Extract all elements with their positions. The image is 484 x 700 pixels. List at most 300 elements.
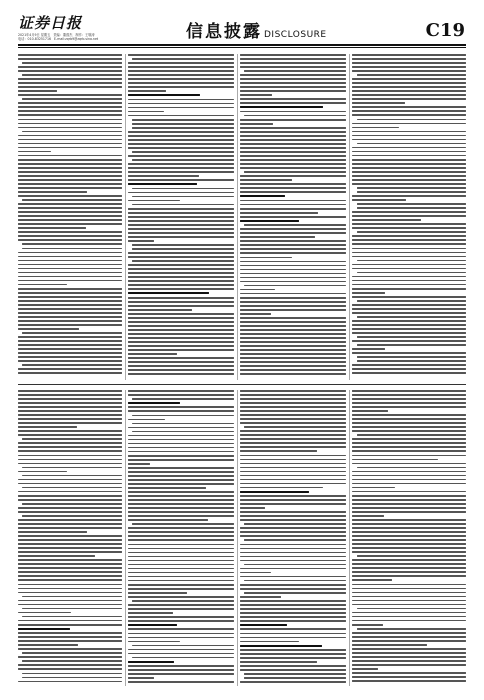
text-line — [128, 560, 234, 562]
page-number: C19 — [425, 20, 465, 41]
text-line — [240, 519, 346, 521]
column-divider — [349, 54, 350, 380]
text-line — [352, 519, 466, 521]
section-title-en: DISCLOSURE — [264, 30, 327, 40]
text-line — [240, 531, 346, 533]
text-line — [240, 337, 346, 339]
text-line — [18, 171, 122, 173]
text-line — [128, 216, 234, 218]
text-line — [352, 98, 466, 100]
text-line — [18, 527, 122, 529]
text-line — [240, 544, 346, 546]
text-line — [357, 191, 466, 193]
text-line — [352, 328, 466, 330]
text-line — [352, 588, 466, 590]
text-line — [22, 652, 122, 654]
text-line — [352, 394, 466, 396]
text-line — [132, 248, 234, 250]
text-line — [240, 94, 272, 96]
text-line — [18, 340, 122, 342]
text-line — [18, 426, 77, 428]
text-line — [128, 669, 234, 671]
text-line — [352, 475, 466, 477]
text-line — [352, 304, 466, 306]
text-line — [240, 119, 346, 121]
text-line — [244, 592, 346, 594]
text-line — [128, 107, 234, 109]
text-line — [128, 224, 234, 226]
text-line — [240, 244, 346, 246]
text-line — [128, 495, 234, 497]
text-line — [352, 579, 392, 581]
text-line — [352, 264, 466, 266]
text-line — [18, 499, 122, 501]
text-line — [18, 656, 122, 658]
text-line — [18, 531, 87, 533]
text-line — [240, 289, 275, 291]
text-line — [22, 62, 122, 64]
text-line — [352, 175, 466, 177]
text-column-8 — [352, 390, 466, 686]
text-line — [240, 329, 346, 331]
text-line — [352, 487, 395, 489]
text-line — [240, 390, 346, 392]
text-line — [240, 341, 346, 343]
text-line — [240, 365, 346, 367]
text-line — [352, 90, 466, 92]
text-line — [240, 507, 265, 509]
text-line — [240, 151, 346, 153]
text-line — [18, 58, 122, 60]
text-line — [240, 600, 346, 602]
text-line — [352, 151, 466, 153]
text-line — [128, 568, 234, 570]
text-line — [18, 434, 122, 436]
text-line — [132, 159, 234, 161]
text-line — [352, 592, 466, 594]
text-line — [352, 131, 466, 133]
text-line — [18, 82, 122, 84]
text-line — [128, 212, 234, 214]
text-line — [128, 86, 234, 88]
text-line — [352, 199, 406, 201]
text-line — [244, 673, 346, 675]
text-line — [18, 114, 122, 116]
text-line — [240, 240, 346, 242]
text-line — [240, 604, 346, 606]
text-line — [240, 624, 287, 626]
text-line — [240, 325, 346, 327]
text-line — [352, 442, 466, 444]
text-line — [18, 455, 122, 457]
text-line — [18, 304, 122, 306]
text-line — [357, 336, 466, 338]
text-line — [352, 147, 466, 149]
text-line — [18, 450, 122, 452]
text-line — [128, 649, 234, 651]
text-line — [18, 471, 67, 473]
text-line — [352, 527, 466, 529]
text-line — [128, 624, 177, 626]
text-line — [18, 179, 122, 181]
text-line — [240, 86, 346, 88]
text-line — [240, 499, 346, 501]
masthead-rule-thin — [18, 47, 466, 48]
text-line — [18, 219, 122, 221]
text-line — [18, 640, 122, 642]
text-line — [18, 320, 122, 322]
text-line — [352, 402, 466, 404]
text-line — [352, 668, 378, 670]
text-line — [352, 539, 466, 541]
text-line — [128, 94, 200, 96]
text-line — [352, 78, 466, 80]
column-divider — [125, 390, 126, 686]
text-line — [352, 624, 383, 626]
issue-date: 2021年4月9日 星期五 — [18, 33, 51, 37]
text-line — [18, 167, 122, 169]
text-line — [352, 483, 466, 485]
text-line — [240, 669, 346, 671]
text-line — [352, 455, 466, 457]
text-line — [352, 644, 427, 646]
text-line — [240, 487, 323, 489]
text-line — [128, 284, 234, 286]
text-line — [18, 681, 122, 683]
text-line — [128, 361, 234, 363]
text-line — [18, 135, 122, 137]
text-line — [352, 463, 466, 465]
text-line — [352, 58, 466, 60]
text-line — [352, 471, 466, 473]
text-line — [240, 657, 346, 659]
text-line — [128, 228, 234, 230]
text-line — [352, 183, 466, 185]
text-line — [128, 115, 234, 117]
text-line — [244, 115, 346, 117]
text-line — [240, 556, 346, 558]
text-line — [240, 552, 346, 554]
text-line — [240, 200, 346, 202]
text-line — [128, 341, 234, 343]
text-line — [240, 74, 346, 76]
text-line — [128, 313, 234, 315]
text-line — [128, 280, 234, 282]
text-line — [22, 438, 122, 440]
text-line — [240, 269, 346, 271]
text-line — [357, 207, 466, 209]
text-line — [22, 199, 122, 201]
text-line — [128, 131, 234, 133]
text-line — [240, 410, 346, 412]
text-line — [128, 74, 234, 76]
text-line — [22, 364, 122, 366]
text-line — [18, 272, 122, 274]
text-line — [128, 305, 234, 307]
text-line — [240, 560, 346, 562]
text-line — [240, 527, 346, 529]
text-line — [18, 316, 122, 318]
text-line — [18, 203, 122, 205]
text-line — [352, 288, 466, 290]
text-line — [128, 54, 234, 56]
text-line — [128, 447, 234, 449]
text-line — [357, 467, 466, 469]
text-line — [352, 535, 466, 537]
text-line — [240, 309, 346, 311]
text-line — [240, 265, 346, 267]
section-divider — [18, 384, 466, 385]
text-line — [18, 119, 122, 121]
text-line — [132, 244, 234, 246]
text-line — [22, 596, 122, 598]
text-line — [352, 252, 466, 254]
text-line — [18, 215, 122, 217]
text-line — [244, 171, 346, 173]
text-line — [240, 228, 346, 230]
text-line — [128, 511, 234, 513]
text-line — [240, 204, 346, 206]
text-line — [352, 195, 466, 197]
text-line — [352, 110, 466, 112]
text-line — [240, 248, 346, 250]
text-line — [18, 231, 122, 233]
text-line — [128, 143, 234, 145]
text-line — [18, 567, 122, 569]
text-line — [128, 147, 234, 149]
text-line — [240, 645, 322, 647]
text-line — [128, 163, 234, 165]
text-line — [240, 369, 346, 371]
text-line — [18, 239, 122, 241]
text-line — [18, 406, 122, 408]
text-line — [352, 280, 466, 282]
text-line — [18, 547, 122, 549]
text-line — [240, 90, 346, 92]
text-line — [22, 677, 122, 679]
text-line — [240, 414, 346, 416]
text-line — [240, 475, 346, 477]
text-line — [352, 660, 466, 662]
text-line — [352, 86, 466, 88]
text-line — [240, 596, 281, 598]
text-line — [240, 491, 309, 493]
text-line — [352, 284, 466, 286]
text-line — [240, 467, 346, 469]
text-line — [128, 637, 234, 639]
text-line — [357, 608, 466, 610]
text-line — [352, 372, 466, 374]
column-divider — [237, 54, 238, 380]
text-line — [22, 503, 122, 505]
text-line — [128, 459, 234, 461]
text-line — [18, 430, 122, 432]
text-line — [352, 584, 466, 586]
text-line — [128, 333, 234, 335]
text-line — [240, 220, 299, 222]
text-line — [357, 356, 466, 358]
text-line — [132, 260, 234, 262]
text-line — [240, 135, 346, 137]
text-line — [240, 252, 346, 254]
text-line — [352, 495, 466, 497]
text-line — [18, 372, 122, 374]
text-line — [18, 555, 95, 557]
text-line — [352, 620, 466, 622]
text-column-2 — [128, 54, 234, 380]
text-line — [352, 459, 438, 461]
text-line — [240, 212, 318, 214]
text-line — [18, 344, 122, 346]
text-line — [18, 127, 122, 129]
text-line — [128, 661, 174, 663]
text-line — [352, 648, 466, 650]
text-line — [18, 535, 122, 537]
text-line — [18, 300, 122, 302]
text-line — [128, 208, 234, 210]
text-line — [240, 349, 346, 351]
text-line — [352, 235, 466, 237]
text-line — [132, 523, 234, 525]
text-line — [18, 336, 122, 338]
text-line — [128, 192, 234, 194]
editor: 责编：董蔚杰 — [53, 33, 73, 37]
text-line — [352, 575, 466, 577]
text-line — [240, 515, 346, 517]
text-line — [18, 495, 122, 497]
text-line — [240, 62, 346, 64]
text-line — [240, 584, 346, 586]
text-line — [352, 676, 466, 678]
text-line — [240, 123, 273, 125]
text-line — [18, 519, 122, 521]
text-line — [240, 649, 346, 651]
text-line — [352, 139, 466, 141]
text-line — [128, 653, 234, 655]
text-line — [240, 147, 346, 149]
text-line — [128, 406, 234, 408]
text-line — [240, 418, 346, 420]
text-line — [128, 519, 208, 521]
text-line — [240, 261, 346, 263]
text-line — [128, 317, 234, 319]
text-line — [240, 277, 346, 279]
text-line — [357, 231, 466, 233]
text-line — [352, 390, 466, 392]
text-line — [22, 660, 122, 662]
text-line — [18, 211, 122, 213]
text-line — [18, 159, 122, 161]
text-line — [240, 628, 346, 630]
text-line — [18, 143, 122, 145]
text-line — [240, 163, 346, 165]
text-line — [352, 636, 466, 638]
text-line — [18, 207, 122, 209]
text-line — [240, 66, 346, 68]
text-line — [18, 102, 122, 104]
text-line — [18, 191, 87, 193]
text-line — [128, 167, 234, 169]
text-line — [22, 475, 122, 477]
text-line — [128, 507, 234, 509]
text-line — [18, 579, 122, 581]
text-line — [357, 300, 466, 302]
text-line — [240, 455, 346, 457]
text-line — [240, 633, 346, 635]
text-line — [240, 78, 346, 80]
text-line — [128, 580, 234, 582]
text-line — [352, 243, 466, 245]
text-line — [132, 123, 234, 125]
text-line — [352, 352, 466, 354]
text-line — [352, 70, 466, 72]
text-line — [18, 398, 122, 400]
text-line — [128, 179, 234, 181]
text-line — [18, 418, 122, 420]
text-line — [132, 415, 234, 417]
text-line — [352, 340, 466, 342]
text-line — [128, 584, 234, 586]
text-line — [352, 127, 399, 129]
text-line — [352, 167, 466, 169]
text-line — [128, 665, 234, 667]
text-line — [240, 612, 346, 614]
text-line — [22, 74, 122, 76]
text-line — [240, 333, 346, 335]
text-line — [352, 82, 466, 84]
text-line — [128, 66, 234, 68]
text-line — [357, 316, 466, 318]
text-line — [128, 183, 197, 185]
text-line — [128, 515, 234, 517]
text-line — [18, 668, 122, 670]
text-line — [352, 600, 466, 602]
text-line — [18, 402, 122, 404]
text-line — [18, 368, 122, 370]
text-line — [240, 572, 271, 574]
text-line — [352, 414, 466, 416]
text-line — [128, 455, 234, 457]
text-line — [352, 368, 466, 370]
text-line — [128, 329, 234, 331]
text-line — [132, 204, 234, 206]
text-line — [240, 58, 346, 60]
text-line — [240, 681, 346, 683]
text-line — [18, 163, 122, 165]
text-line — [352, 430, 466, 432]
text-line — [240, 183, 346, 185]
text-line — [132, 645, 234, 647]
text-line — [128, 220, 234, 222]
text-line — [352, 672, 466, 674]
text-line — [240, 665, 346, 667]
text-line — [352, 507, 466, 509]
text-line — [18, 260, 122, 262]
text-line — [18, 324, 122, 326]
text-line — [18, 511, 122, 513]
text-line — [128, 467, 234, 469]
text-line — [240, 608, 346, 610]
text-line — [352, 312, 466, 314]
text-line — [128, 276, 234, 278]
text-line — [244, 523, 346, 525]
text-line — [18, 442, 122, 444]
text-line — [128, 435, 234, 437]
text-line — [128, 471, 234, 473]
text-line — [128, 633, 234, 635]
text-line — [128, 369, 234, 371]
text-line — [18, 94, 122, 96]
